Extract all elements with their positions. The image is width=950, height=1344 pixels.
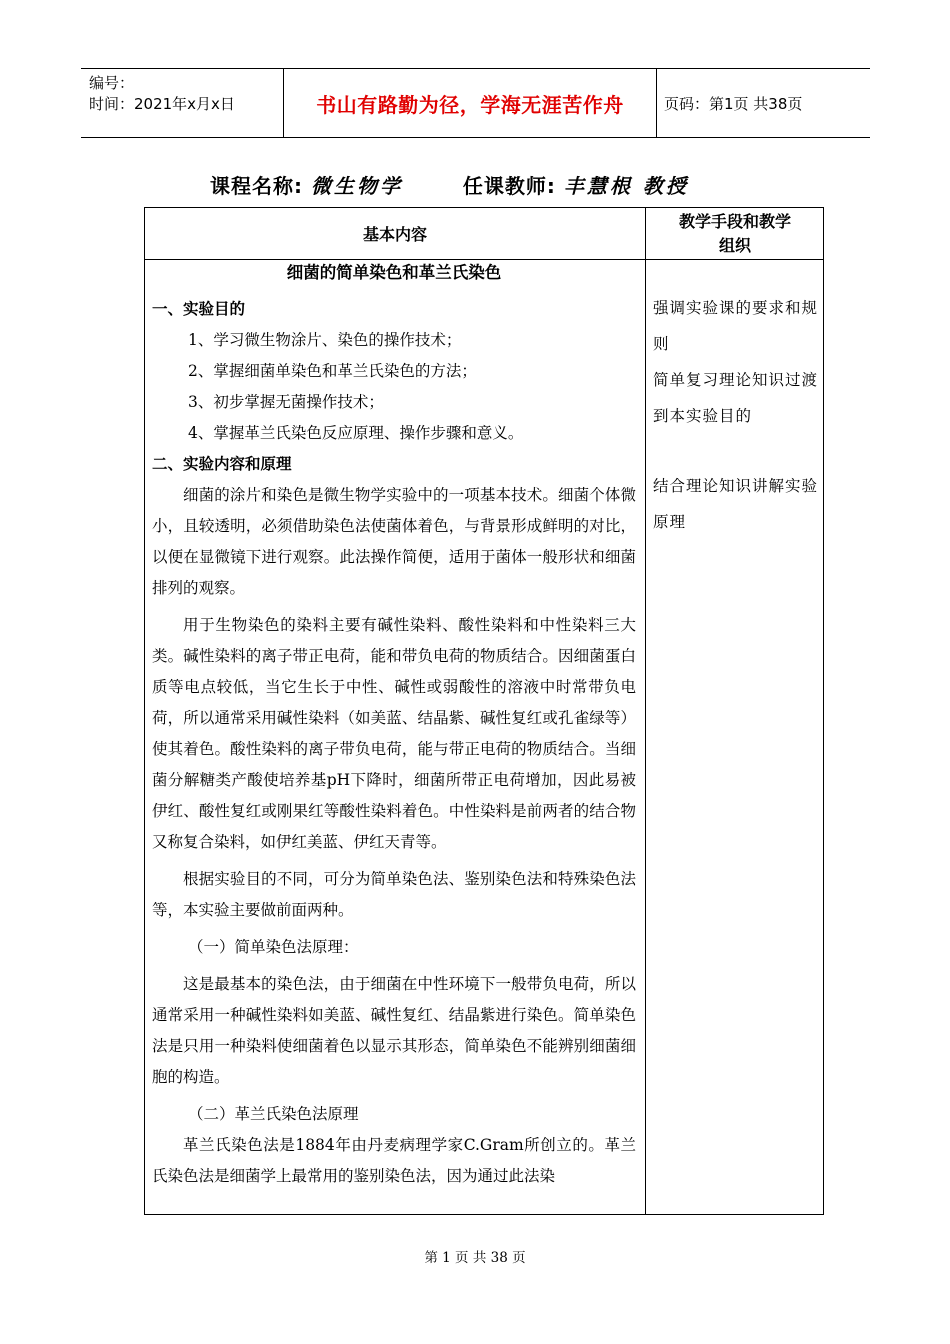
header-page-label: 页码：第1页 共38页 [664,94,803,113]
course-name-label: 课程名称: [210,174,303,198]
heading-principle: 二、实验内容和原理 [152,455,292,473]
methods-note: 强调实验课的要求和规则 [653,299,819,353]
teacher-label: 任课教师: [462,174,556,198]
document-header [81,68,870,138]
aim-item: 3、初步掌握无菌操作技术； [188,393,384,411]
paragraph: 根据实验目的不同，可分为简单染色法、鉴别染色法和特殊染色法等，本实验主要做前面两种。 [152,870,636,919]
aim-item: 4、掌握革兰氏染色反应原理、操作步骤和意义。 [188,424,524,442]
lesson-table [144,207,824,1215]
heading-aims: 一、实验目的 [152,300,246,318]
teacher-value: 丰慧根 教授 [563,174,689,198]
aim-item: 1、学习微生物涂片、染色的操作技术； [188,331,462,349]
paragraph: 革兰氏染色法是1884年由丹麦病理学家C.Gram所创立的。革兰氏染色法是细菌学上最常用的鉴别染色法，因为通过此法染 [152,1136,636,1185]
column-header-content: 基本内容 [362,225,427,244]
column-header-methods [646,208,824,259]
methods-note: 结合理论知识讲解实验原理 [653,477,819,531]
subheading-simple-stain: （一）简单染色法原理： [188,938,359,956]
content-cell [152,260,636,1192]
table-column-divider [645,208,646,1214]
paragraph: 这是最基本的染色法，由于细菌在中性环境下一般带负电荷，所以通常采用一种碱性染料如美蓝、碱性复红、结晶紫进行染色。简单染色法是只用一种染料使细菌着色以显示其形态，简单染色不能辨别细菌细胞的构造。 [152,975,636,1086]
column-header-methods-line1: 教学手段和教学 [678,211,791,231]
paragraph: 细菌的涂片和染色是微生物学实验中的一项基本技术。细菌个体微小，且较透明，必须借助染色法使菌体着色，与背景形成鲜明的对比，以便在显微镜下进行观察。此法操作简便，适用于菌体一般形状和细菌排列的观察。 [152,486,636,597]
aim-item: 2、掌握细菌单染色和革兰氏染色的方法； [188,362,477,380]
methods-note: 简单复习理论知识过渡到本实验目的 [653,371,819,425]
course-line [210,170,689,199]
section-title: 细菌的简单染色和革兰氏染色 [286,263,502,282]
header-motto: 书山有路勤为径，学海无涯苦作舟 [316,92,624,117]
subheading-gram-stain: （二）革兰氏染色法原理 [188,1105,359,1123]
header-divider [656,69,657,137]
time-label: 时间：2021年x月x日 [89,95,235,113]
number-label: 编号： [89,74,135,92]
methods-cell [653,260,818,540]
paragraph: 用于生物染色的染料主要有碱性染料、酸性染料和中性染料三大类。碱性染料的离子带正电荷，能和带负电荷的物质结合。因细菌蛋白质等电点较低，当它生长于中性、碱性或弱酸性的溶液中时常带负电荷，所以通常采用碱性染料（如美蓝、结晶紫、碱性复红或孔雀绿等）使其着色。酸性染料的离子带负电荷，能与带正电荷的物质结合。当细菌分解糖类产酸使培养基pH下降时，细菌所带正电荷增加，因此易被伊红、酸性复红或刚果红等酸性染料着色。中性染料是前两者的结合物又称复合染料，如伊红美蓝、伊红天青等。 [152,616,636,851]
course-name-value: 微生物学 [310,174,403,198]
page-footer: 第 1 页 共 38 页 [424,1250,526,1266]
column-header-methods-line2: 组织 [718,235,751,255]
header-meta [89,73,235,115]
